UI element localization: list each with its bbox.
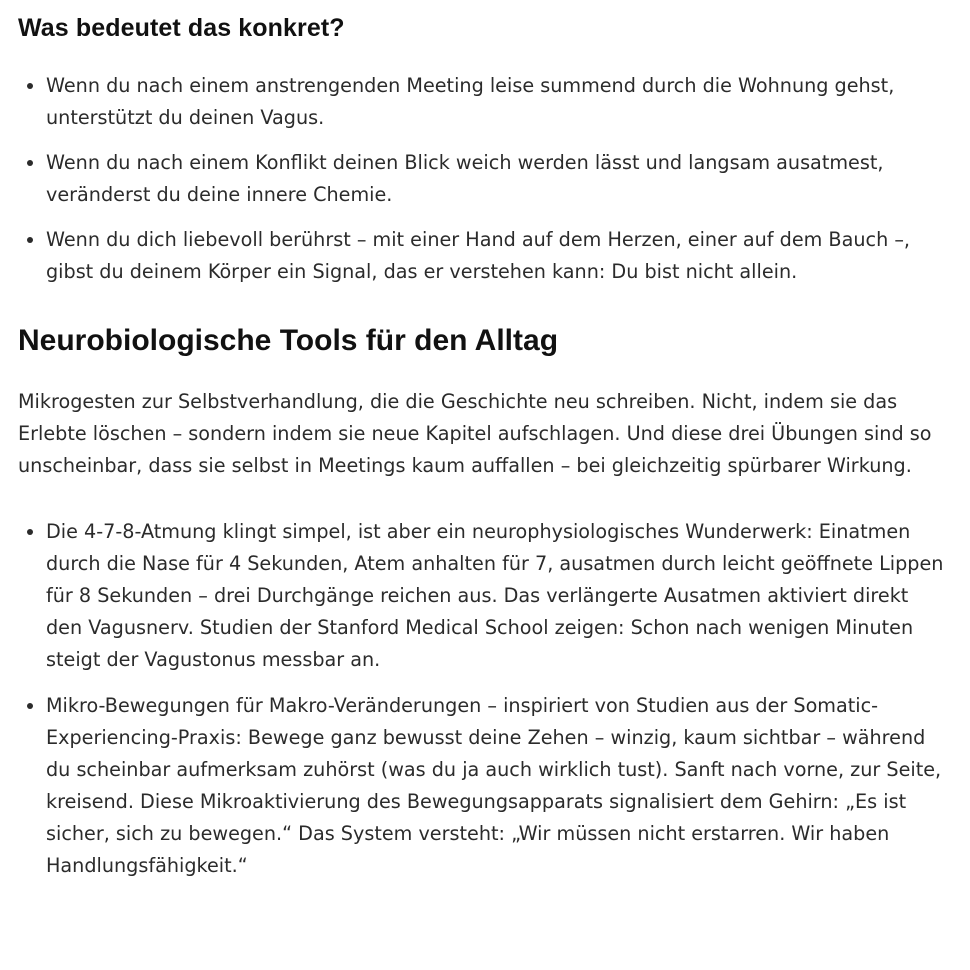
list-item: • Mikro-Bewegungen für Makro-Veränderungen – inspiriert von Studien aus der Somatic-Experiencing-Praxis: Bewege ganz bewusst deine Zehen – winzig, kaum sichtbar – während du scheinbar aufmerksam zuhörst (was du ja auch wirklich tust). Sanft nach vorne, zur Seite, kreisend. Diese Mikroaktivierung des Bewegungsapparats signalisiert dem Gehirn: „Es ist sicher, sich zu bewegen.“ Das System versteht: „Wir müssen nicht erstarren. Wir haben Handlungsfähigkeit.“	[46, 690, 948, 882]
tools-intro-paragraph: Mikrogesten zur Selbstverhandlung, die die Geschichte neu schreiben. Nicht, indem sie das Erlebte löschen – sondern indem sie neue Kapitel aufschlagen. Und diese drei Übungen sind so unscheinbar, dass sie selbst in Meetings kaum auffallen – bei gleichzeitig spürbarer Wirkung.	[18, 390, 932, 477]
tools-list	[18, 516, 948, 882]
concrete-list	[18, 70, 948, 288]
list-item: • Wenn du dich liebevoll berührst – mit einer Hand auf dem Herzen, einer auf dem Bauch –, gibst du deinem Körper ein Signal, das er verstehen kann: Du bist nicht allein.	[46, 224, 948, 288]
list-item: • Wenn du nach einem anstrengenden Meeting leise summend durch die Wohnung gehst, unterstützt du deinen Vagus.	[46, 70, 948, 134]
list-item: • Wenn du nach einem Konflikt deinen Blick weich werden lässt und langsam ausatmest, veränderst du deine innere Chemie.	[46, 147, 948, 211]
article-body	[18, 12, 948, 896]
heading-tools: Neurobiologische Tools für den Alltag	[18, 324, 559, 357]
heading-concrete: Was bedeutet das konkret?	[18, 14, 345, 42]
list-item: • Die 4-7-8-Atmung klingt simpel, ist aber ein neurophysiologisches Wunderwerk: Einatmen durch die Nase für 4 Sekunden, Atem anhalten für 7, ausatmen durch leicht geöffnete Lippen für 8 Sekunden – drei Durchgänge reichen aus. Das verlängerte Ausatmen aktiviert direkt den Vagusnerv. Studien der Stanford Medical School zeigen: Schon nach wenigen Minuten steigt der Vagustonus messbar an.	[46, 516, 948, 676]
